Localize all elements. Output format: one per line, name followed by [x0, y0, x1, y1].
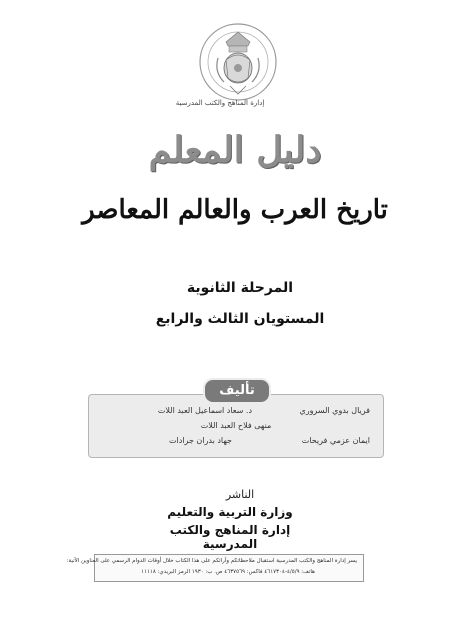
author-name: د. سعاد اسماعيل العبد اللات: [157, 406, 252, 415]
guide-title: دليل المعلم: [148, 129, 322, 171]
contact-info: هاتف: ٤/٥/٩-٤٦١٧٣٠٤ فاكس: ٤٦٣٧٥٦٩ ص. ب: ١٩٣٠ الرمز البريدي: ١١١١٨: [141, 569, 315, 575]
stage-label: المرحلة الثانوية: [186, 280, 294, 296]
publisher-ministry: وزارة التربية والتعليم: [167, 505, 293, 519]
department-name: إدارة المناهج والكتب المدرسية: [175, 99, 265, 107]
author-name: جهاد بدران جرادات: [168, 436, 232, 445]
publisher-department: إدارة المناهج والكتب المدرسية: [169, 523, 291, 551]
author-name: فريال بدوي السروري: [299, 406, 370, 415]
authors-label: تأليف: [203, 378, 271, 404]
author-name: منهى فلاح العبد اللات: [200, 421, 272, 430]
book-title: تاريخ العرب والعالم المعاصر: [82, 195, 388, 225]
levels-label: المستويان الثالث والرابع: [155, 311, 325, 327]
publisher-label: الناشر: [225, 488, 255, 501]
jordan-coat-of-arms-emblem: [196, 20, 280, 108]
author-name: ايمان عزمي فريحات: [301, 436, 370, 445]
notice-text: يسر إدارة المناهج والكتب المدرسية استقبال ملاحظاتكم وآرائكم على هذا الكتاب خلال أوقات الدوام الرسمي على العناوين الآتية:: [66, 558, 357, 564]
